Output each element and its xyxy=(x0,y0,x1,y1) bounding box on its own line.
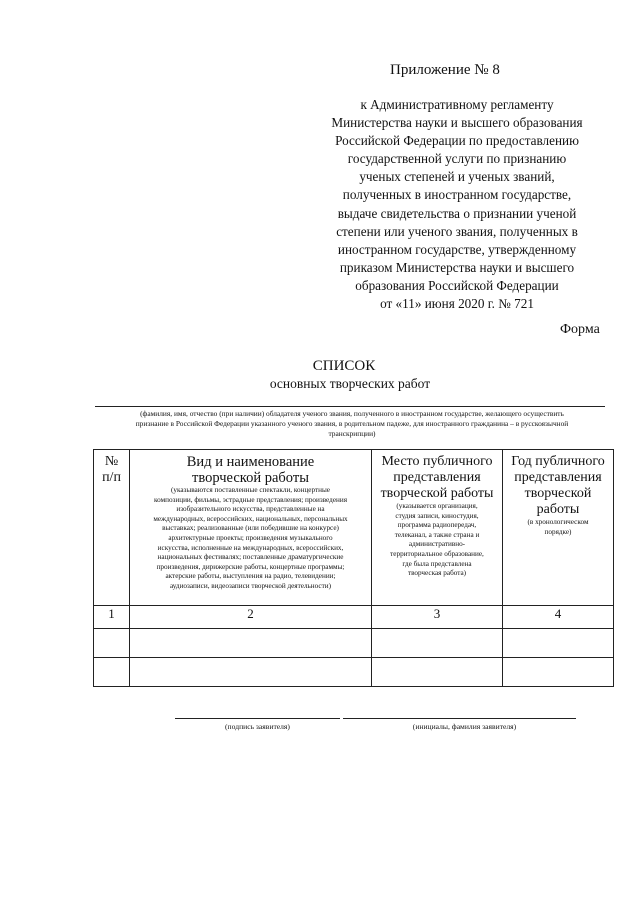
header-note xyxy=(503,518,613,537)
header-title-line: № xyxy=(104,454,119,469)
header-title-line: Вид и наименование xyxy=(186,454,315,470)
header-title-line: творческой работы xyxy=(192,470,309,486)
header-title-line: п/п xyxy=(102,470,121,485)
header-note xyxy=(372,502,502,579)
header-note-line: (указывается организация, xyxy=(396,502,478,510)
appendix-line: степени или ученого звания, полученных в xyxy=(336,223,578,239)
works-table xyxy=(93,449,614,687)
column-number: 4 xyxy=(503,606,614,629)
empty-cell[interactable] xyxy=(94,658,130,687)
table-row xyxy=(94,629,614,658)
caption-line: признание в Российской Федерации указанного ученого звания, в родительном падеже, для иностранного гражданина – в русскоязычной xyxy=(135,419,569,428)
header-public-place xyxy=(372,450,503,606)
appendix-line: полученных в иностранном государстве, xyxy=(342,187,572,203)
header-note-line: студия записи, киностудия, xyxy=(395,511,479,520)
header-note-line: произведения, дирижерские работы, концертные программы; xyxy=(156,562,345,571)
appendix-line: Министерства науки и высшего образования xyxy=(331,115,583,131)
column-number-row xyxy=(94,606,614,629)
signature-caption: (подпись заявителя) xyxy=(225,722,290,731)
appendix-line: ученых степеней и ученых званий, xyxy=(359,169,555,185)
header-note-line: (указываются поставленные спектакли, концертные xyxy=(171,486,330,494)
applicant-name-line[interactable] xyxy=(95,406,605,407)
header-note-line: актерские работы, выступления на радио, телевидении; xyxy=(165,572,336,581)
header-note-line: порядке) xyxy=(544,527,572,536)
empty-cell[interactable] xyxy=(372,629,503,658)
header-note-line: (в хронологическом xyxy=(527,518,589,526)
header-title-line: Год публичного xyxy=(511,454,605,469)
header-number xyxy=(94,450,130,606)
caption-line: транскрипции) xyxy=(328,429,376,438)
header-note-line: административно- xyxy=(408,540,466,549)
header-title-line: представления xyxy=(393,470,481,485)
header-note-line: искусства, исполненные на международных, всероссийских, xyxy=(157,543,344,552)
appendix-line: Российской Федерации по предоставлению xyxy=(335,133,579,149)
name-initials-caption: (инициалы, фамилия заявителя) xyxy=(412,722,517,731)
header-note xyxy=(130,486,371,592)
column-number: 3 xyxy=(372,606,503,629)
applicant-name-caption xyxy=(92,409,612,439)
appendix-line: государственной услуги по признанию xyxy=(347,151,567,167)
appendix-line: выдаче свидетельства о признании ученой xyxy=(337,205,577,221)
header-note-line: аудиозаписи, видеозаписи творческой деятельности) xyxy=(169,581,332,590)
list-subtitle: основных творческих работ xyxy=(269,376,431,391)
column-number: 1 xyxy=(94,606,130,629)
header-title-line: представления xyxy=(514,470,602,485)
header-title-line: творческой xyxy=(524,486,592,501)
empty-cell[interactable] xyxy=(130,658,372,687)
caption-line: (фамилия, имя, отчество (при наличии) обладателя ученого звания, полученного в иностранном государстве, желающего осуществить xyxy=(140,409,564,418)
header-note-line: где была представлена xyxy=(402,559,472,568)
appendix-line: к Административному регламенту xyxy=(360,97,554,112)
appendix-title: Приложение № 8 xyxy=(390,62,500,78)
header-note-line: территориальное образование, xyxy=(390,549,484,558)
header-work-type xyxy=(130,450,372,606)
header-note-line: выставках; реализованные (или победившие на конкурсе) xyxy=(162,524,339,533)
signature-line[interactable] xyxy=(175,718,340,719)
header-note-line: композиции, фильмы, эстрадные представления; произведения xyxy=(153,495,348,504)
appendix-regulation-text xyxy=(292,96,622,313)
header-title-line: Место публичного xyxy=(381,454,493,469)
appendix-line: от «11» июня 2020 г. № 721 xyxy=(380,296,534,312)
header-note-line: международных, всероссийских, национальных, персональных xyxy=(153,514,348,523)
empty-cell[interactable] xyxy=(503,658,614,687)
table-header-row xyxy=(94,450,614,606)
header-note-line: архитектурные проекты; произведения музыкального xyxy=(168,533,333,542)
column-number: 2 xyxy=(130,606,372,629)
name-initials-line[interactable] xyxy=(343,718,576,719)
appendix-line: приказом Министерства науки и высшего xyxy=(339,259,575,275)
header-public-year xyxy=(503,450,614,606)
header-note-line: национальных фестивалях; поставленные драматургические xyxy=(157,553,344,562)
empty-cell[interactable] xyxy=(372,658,503,687)
header-note-line: телеканал, а также страна и xyxy=(394,530,480,539)
list-title: СПИСОК xyxy=(312,358,376,374)
header-title-line: творческой работы xyxy=(380,486,494,501)
empty-cell[interactable] xyxy=(94,629,130,658)
header-note-line: программа радиопередач, xyxy=(397,521,477,530)
header-note-line: изобразительного искусства, представленные на xyxy=(176,505,325,514)
header-title-line: работы xyxy=(536,502,580,517)
form-label: Форма xyxy=(560,322,600,337)
appendix-line: образования Российской Федерации xyxy=(355,277,559,293)
empty-cell[interactable] xyxy=(130,629,372,658)
appendix-line: иностранном государстве, утвержденному xyxy=(337,241,577,257)
header-note-line: творческая работа) xyxy=(407,569,467,578)
empty-cell[interactable] xyxy=(503,629,614,658)
table-row xyxy=(94,658,614,687)
